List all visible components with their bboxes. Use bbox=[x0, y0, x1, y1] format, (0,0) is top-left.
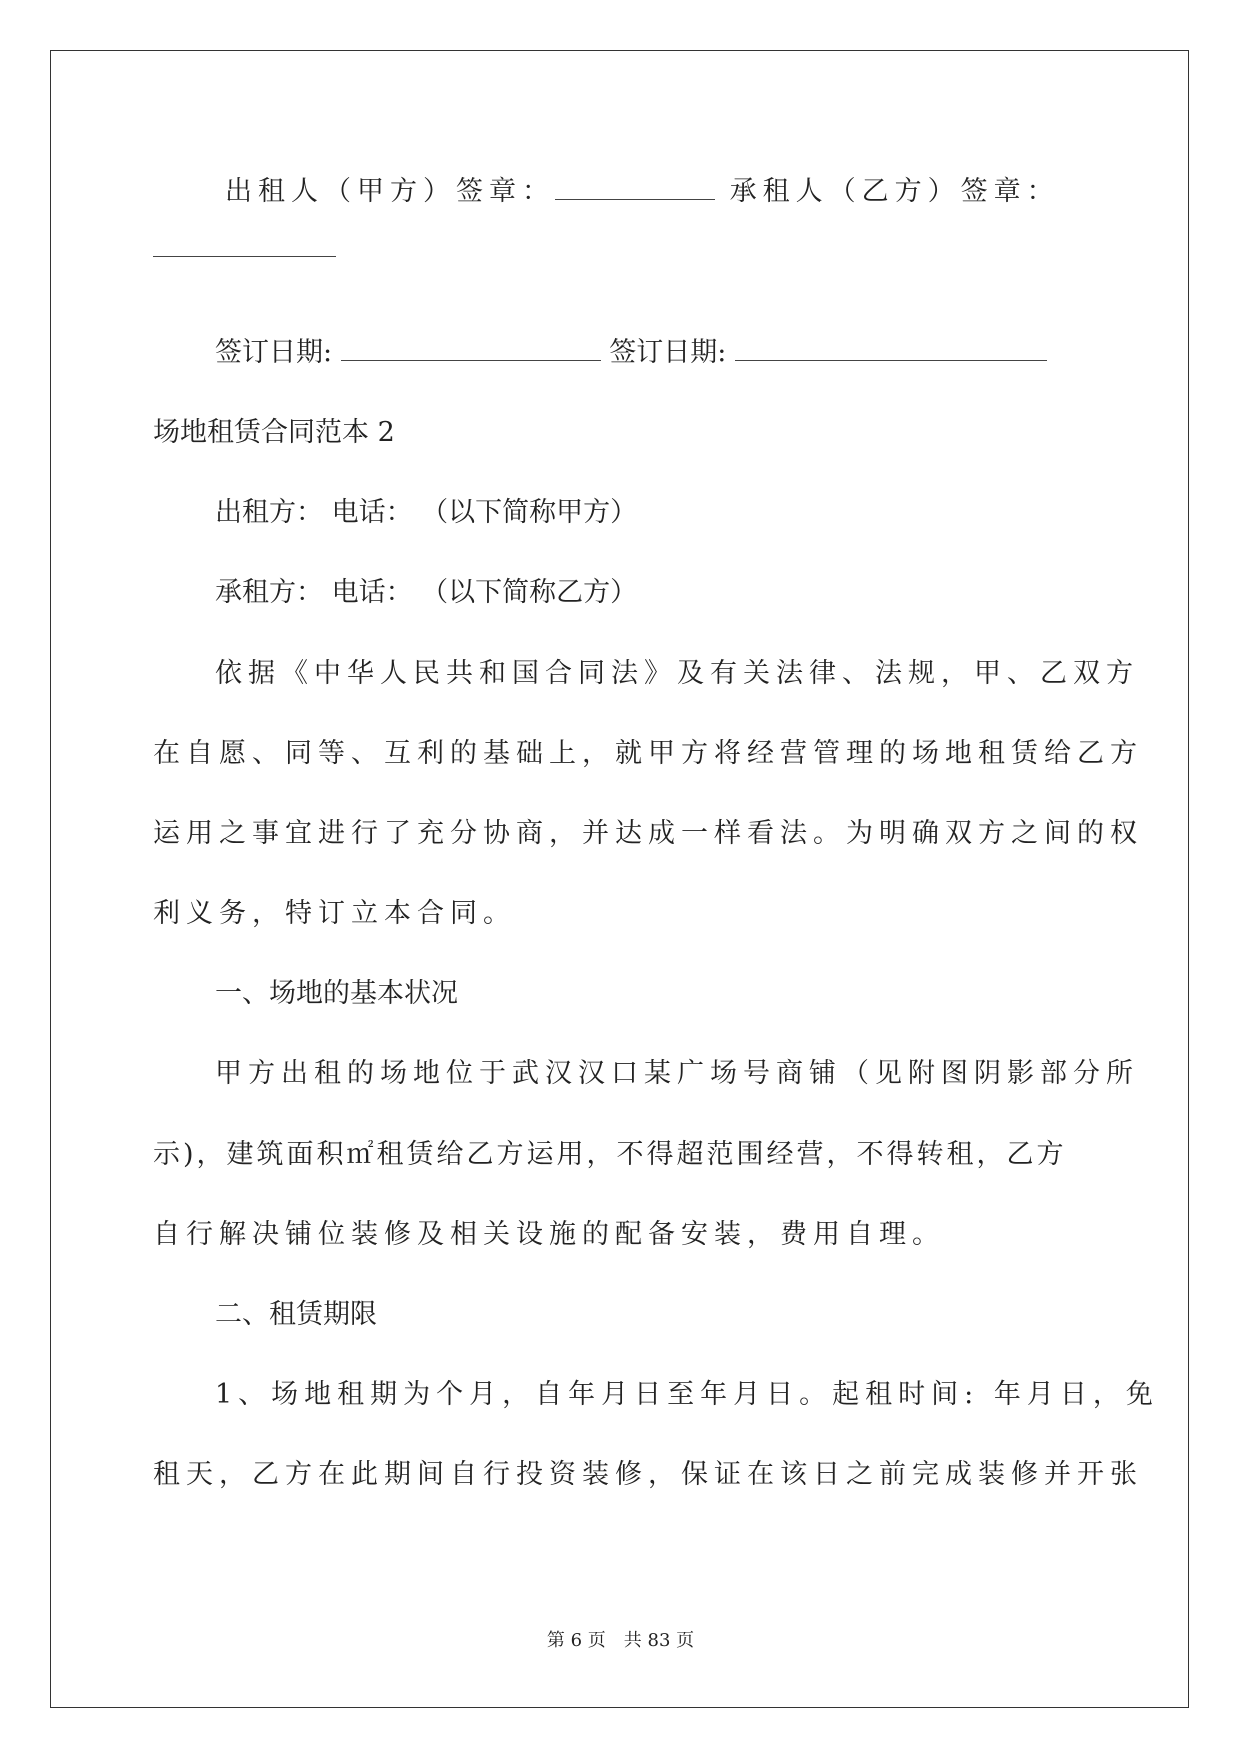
body-line: 自行解决铺位装修及相关设施的配备安装，费用自理。 bbox=[153, 1219, 945, 1250]
lessor-signature-label: 出租人（甲方）签章： bbox=[225, 176, 555, 207]
body-line: 依据《中华人民共和国合同法》及有关法律、法规，甲、乙双方 bbox=[215, 658, 1139, 689]
lessor-signature-blank bbox=[555, 175, 715, 200]
section-heading: 一、场地的基本状况 bbox=[215, 978, 458, 1009]
page-footer: 第 6 页 共 83 页 bbox=[546, 1630, 695, 1651]
section-heading: 二、租赁期限 bbox=[215, 1299, 377, 1330]
date-label-2: 签订日期: bbox=[609, 337, 727, 368]
body-line: 1、场地租期为个月，自年月日至年月日。起租时间: 年月日，免 bbox=[215, 1379, 1159, 1410]
lessee-line: 承租方： 电话： （以下简称乙方） bbox=[215, 577, 638, 608]
date-blank-1 bbox=[341, 336, 601, 361]
lessor-line: 出租方： 电话： （以下简称甲方） bbox=[215, 497, 638, 528]
body-line: 示)，建筑面积㎡租赁给乙方运用，不得超范围经营，不得转租，乙方 bbox=[153, 1139, 1067, 1170]
contract-title: 场地租赁合同范本 2 bbox=[153, 417, 395, 448]
body-line: 甲方出租的场地位于武汉汉口某广场号商铺（见附图阴影部分所 bbox=[215, 1058, 1139, 1089]
date-blank-2 bbox=[735, 336, 1047, 361]
date-label-1: 签订日期: bbox=[215, 337, 333, 368]
body-line: 在自愿、同等、互利的基础上，就甲方将经营管理的场地租赁给乙方 bbox=[153, 738, 1143, 769]
signature-row bbox=[225, 172, 1160, 212]
lessee-signature-blank bbox=[153, 256, 336, 257]
body-line: 运用之事宜进行了充分协商，并达成一样看法。为明确双方之间的权 bbox=[153, 818, 1143, 849]
lessee-signature-label: 承租人（乙方）签章： bbox=[729, 176, 1060, 207]
date-row bbox=[215, 333, 1088, 373]
body-line: 租天，乙方在此期间自行投资装修，保证在该日之前完成装修并开张 bbox=[153, 1459, 1143, 1490]
body-line: 利义务，特订立本合同。 bbox=[153, 898, 516, 929]
